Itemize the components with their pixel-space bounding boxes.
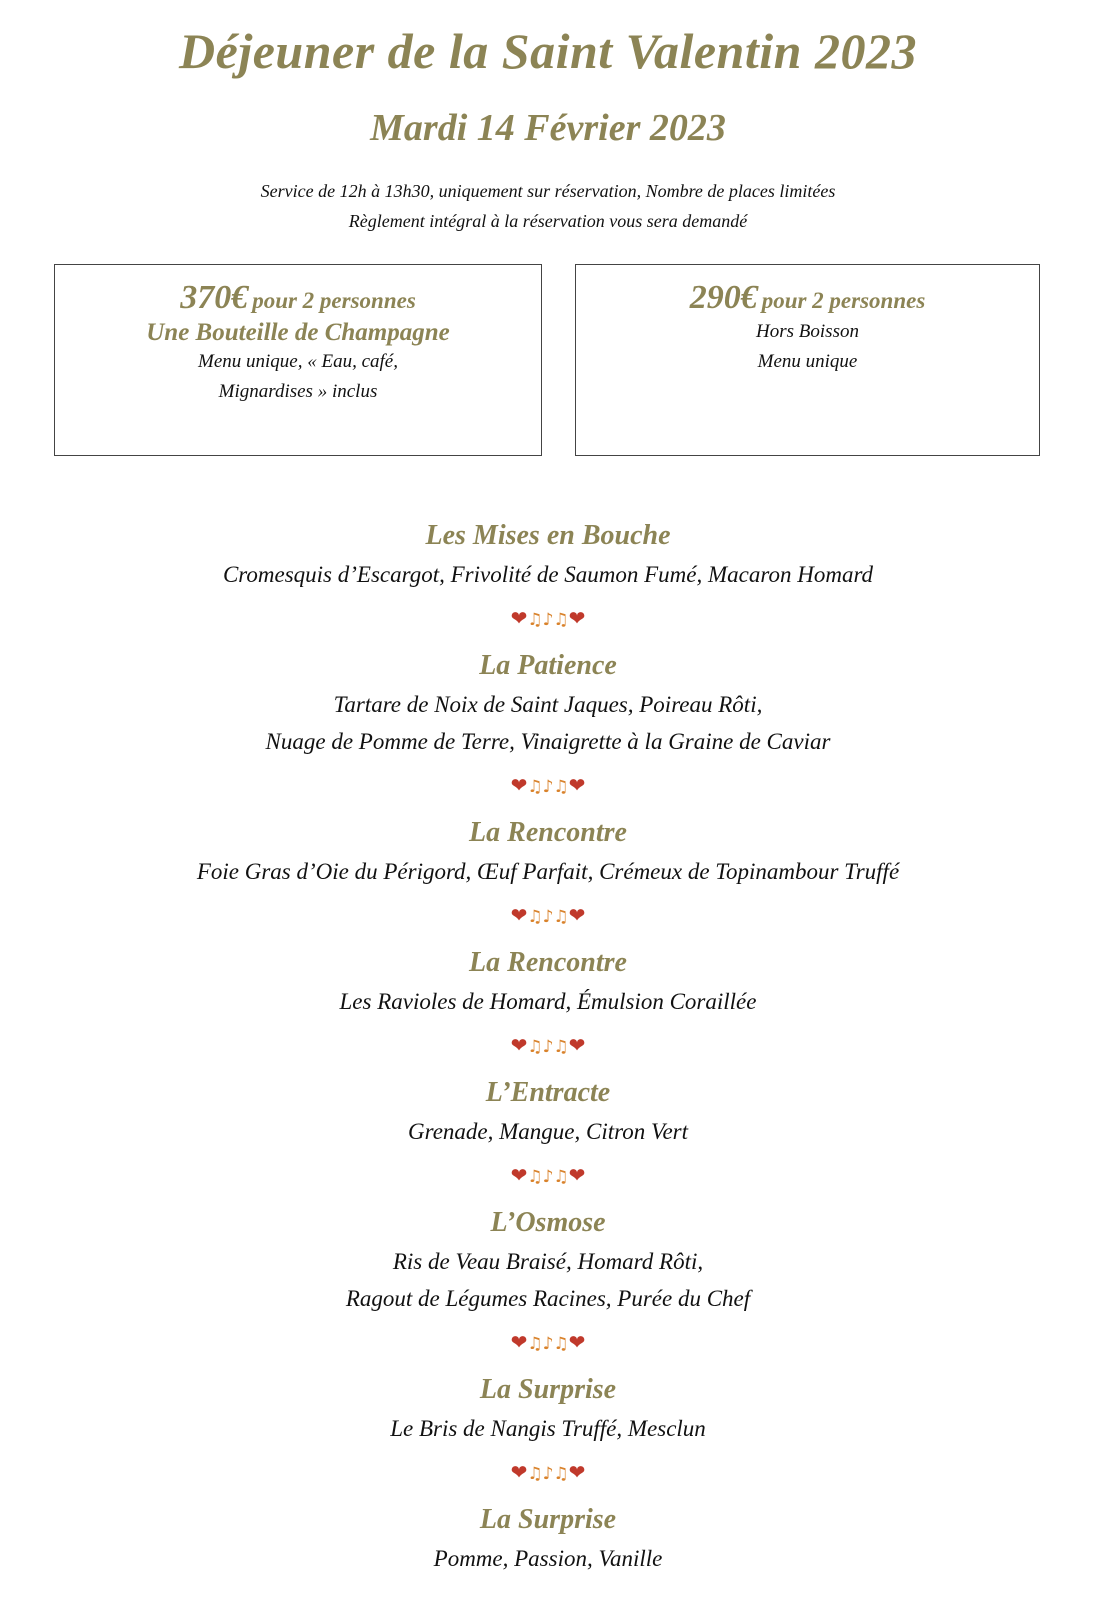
course-item (0, 516, 1096, 593)
course-description: Grenade, Mangue, Citron Vert (407, 1119, 688, 1144)
course-title: Les Mises en Bouche (425, 520, 671, 551)
separator (0, 1150, 1096, 1203)
heart-icon: ❤ (510, 903, 528, 927)
course-description: Ris de Veau Braisé, Homard Rôti, (392, 1249, 704, 1274)
payment-note: Règlement intégral à la réservation vous sera demandé (348, 211, 748, 231)
course-description: Le Bris de Nangis Truffé, Mesclun (390, 1416, 706, 1441)
separator (0, 1447, 1096, 1500)
course-item (0, 1500, 1096, 1577)
course-title: L’Osmose (490, 1207, 606, 1238)
course-description: Cromesquis d’Escargot, Frivolité de Saumon Fumé, Macaron Homard (222, 562, 874, 587)
heart-icon: ❤ (510, 1163, 528, 1187)
heart-icon: ❤ (568, 903, 586, 927)
separator (0, 890, 1096, 943)
page-title: Déjeuner de la Saint Valentin 2023 (179, 23, 917, 79)
heart-icon: ❤ (568, 1163, 586, 1187)
course-item (0, 1073, 1096, 1150)
offer-detail: Mignardises » inclus (218, 381, 378, 402)
offer-price: 290€ (689, 279, 758, 316)
course-title: La Rencontre (469, 817, 627, 848)
heart-icon: ❤ (510, 606, 528, 630)
separator (0, 1020, 1096, 1073)
heart-icon: ❤ (568, 1330, 586, 1354)
course-title: La Rencontre (469, 947, 627, 978)
heart-icon: ❤ (510, 1330, 528, 1354)
course-description: Nuage de Pomme de Terre, Vinaigrette à la Graine de Caviar (265, 729, 831, 754)
offer-price-line (576, 279, 1039, 317)
service-hours: Service de 12h à 13h30, uniquement sur réservation, Nombre de places limitées (260, 181, 836, 201)
offer-price: 370€ (180, 279, 249, 316)
course-list (0, 516, 1096, 1577)
offer-persons: pour 2 personnes (761, 288, 926, 313)
offer-persons: pour 2 personnes (252, 288, 416, 313)
music-notes-icon: ♫♪♫ (527, 1167, 569, 1187)
offer-box-no-drinks (575, 264, 1040, 456)
course-description: Les Ravioles de Homard, Émulsion Coraillée (339, 989, 757, 1014)
music-notes-icon: ♫♪♫ (527, 610, 569, 630)
offer-box-champagne (54, 264, 542, 456)
course-item (0, 646, 1096, 760)
course-item (0, 1203, 1096, 1317)
music-notes-icon: ♫♪♫ (527, 1334, 569, 1354)
course-title: La Surprise (479, 1504, 617, 1535)
separator (0, 593, 1096, 646)
heart-icon: ❤ (568, 606, 586, 630)
heart-icon: ❤ (510, 773, 528, 797)
offer-detail: Hors Boisson (756, 321, 859, 342)
course-description: Ragout de Légumes Racines, Purée du Chef (345, 1286, 751, 1311)
offer-subtitle: Une Bouteille de Champagne (146, 319, 450, 346)
course-item (0, 813, 1096, 890)
separator (0, 760, 1096, 813)
music-notes-icon: ♫♪♫ (527, 1037, 569, 1057)
heart-icon: ❤ (568, 1033, 586, 1057)
music-notes-icon: ♫♪♫ (527, 907, 569, 927)
course-title: La Surprise (479, 1374, 617, 1405)
service-info (0, 176, 1096, 236)
course-description: Tartare de Noix de Saint Jaques, Poireau Rôti, (333, 692, 763, 717)
offer-detail: Menu unique, « Eau, café, (198, 351, 398, 372)
offer-price-line (55, 279, 541, 317)
separator (0, 1317, 1096, 1370)
event-date: Mardi 14 Février 2023 (370, 107, 726, 149)
heart-icon: ❤ (568, 1460, 586, 1484)
music-notes-icon: ♫♪♫ (527, 1464, 569, 1484)
offer-detail: Menu unique (757, 351, 858, 372)
course-description: Foie Gras d’Oie du Périgord, Œuf Parfait, Crémeux de Topinambour Truffé (196, 859, 900, 884)
course-item (0, 943, 1096, 1020)
heart-icon: ❤ (568, 773, 586, 797)
course-title: L’Entracte (485, 1077, 611, 1108)
heart-icon: ❤ (510, 1033, 528, 1057)
heart-icon: ❤ (510, 1460, 528, 1484)
course-item (0, 1370, 1096, 1447)
music-notes-icon: ♫♪♫ (527, 777, 569, 797)
course-description: Pomme, Passion, Vanille (433, 1546, 663, 1571)
course-title: La Patience (479, 650, 617, 681)
